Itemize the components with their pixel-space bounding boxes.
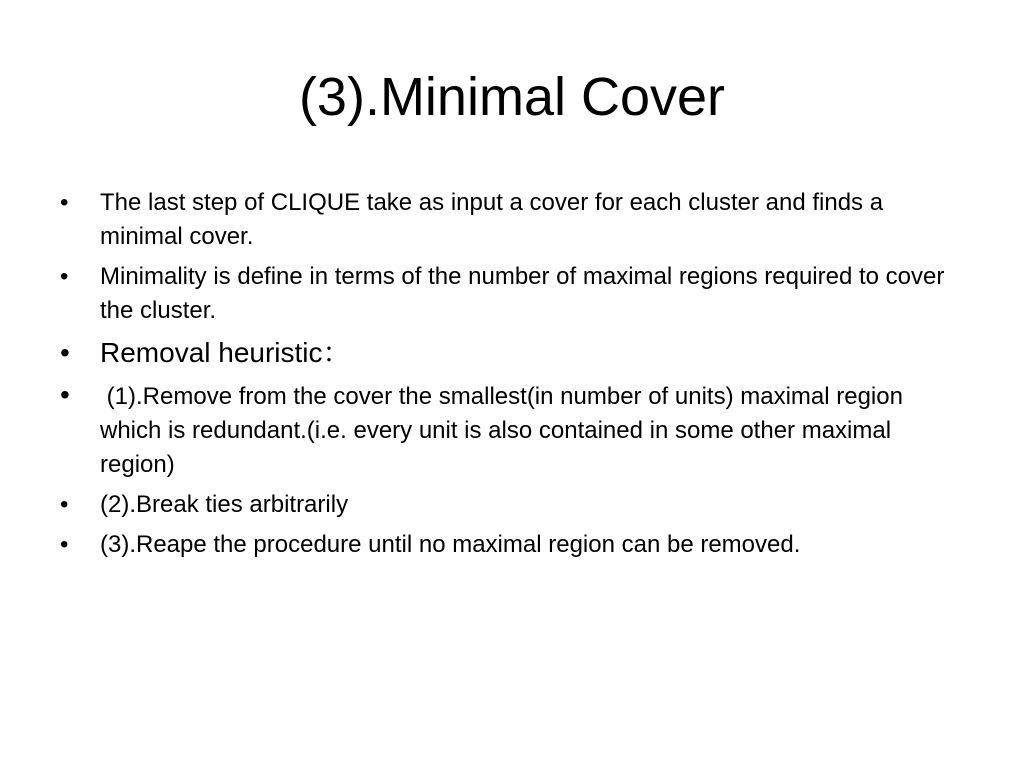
bullet-item — [56, 488, 956, 522]
bullet-dot: • — [60, 263, 69, 290]
bullet-item — [56, 334, 956, 372]
bullet-item — [56, 380, 956, 482]
bullet-text: The last step of CLIQUE take as input a cover for each cluster and finds a minimal cover. — [100, 189, 884, 250]
bullet-dot: • — [60, 337, 70, 368]
bullet-item — [56, 186, 956, 254]
bullet-item — [56, 260, 956, 328]
bullet-list — [56, 186, 956, 568]
bullet-dot: • — [60, 189, 69, 216]
bullet-dot: • — [60, 491, 69, 518]
bullet-dot: • — [60, 379, 70, 410]
bullet-text: (3).Reape the procedure until no maximal region can be removed. — [100, 531, 801, 558]
bullet-text: Removal heuristic： — [100, 337, 351, 368]
slide-title: (3).Minimal Cover — [298, 67, 726, 127]
bullet-text: (1).Remove from the cover the smallest(in number of units) maximal region which is redundant.(i.e. every unit is also contained in some other maximal region) — [100, 383, 910, 478]
bullet-item — [56, 528, 956, 562]
bullet-text: Minimality is define in terms of the number of maximal regions required to cover the cluster. — [100, 263, 945, 324]
bullet-dot: • — [60, 531, 69, 558]
bullet-text: (2).Break ties arbitrarily — [100, 491, 349, 518]
